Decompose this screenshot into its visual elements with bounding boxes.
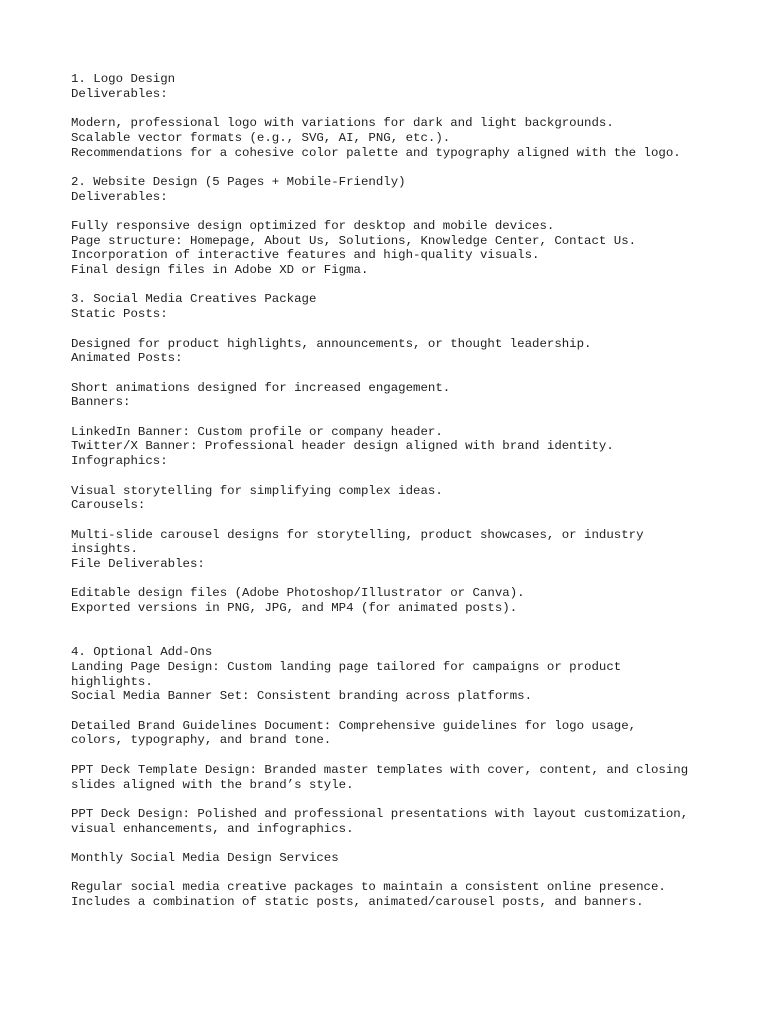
subheading-deliverables: Deliverables: — [71, 86, 168, 101]
text-line: Multi-slide carousel designs for storytelling, product showcases, or industry — [71, 527, 644, 542]
text-line: highlights. — [71, 674, 153, 689]
spacer — [71, 792, 711, 807]
spacer — [71, 704, 711, 719]
heading-optional-add-ons: 4. Optional Add-Ons — [71, 645, 213, 660]
text-line: Recommendations for a cohesive color palette and typography aligned with the logo. — [71, 145, 681, 160]
spacer — [71, 513, 711, 528]
text-line: LinkedIn Banner: Custom profile or company header. — [71, 424, 443, 439]
text-line: PPT Deck Template Design: Branded master templates with cover, content, and closing — [71, 762, 689, 777]
subheading-monthly-social-media: Monthly Social Media Design Services — [71, 851, 339, 866]
spacer — [71, 278, 711, 293]
text-line: Short animations designed for increased engagement. — [71, 380, 451, 395]
spacer — [71, 366, 711, 381]
spacer — [71, 836, 711, 851]
spacer — [71, 866, 711, 881]
spacer — [71, 101, 711, 116]
text-line: Final design files in Adobe XD or Figma. — [71, 263, 369, 278]
spacer — [71, 160, 711, 175]
text-line: insights. — [71, 542, 138, 557]
text-line: Modern, professional logo with variations for dark and light backgrounds. — [71, 116, 614, 131]
text-line: Social Media Banner Set: Consistent branding across platforms. — [71, 689, 533, 704]
subheading-animated-posts: Animated Posts: — [71, 351, 183, 366]
spacer — [71, 410, 711, 425]
text-line: Visual storytelling for simplifying complex ideas. — [71, 483, 443, 498]
subheading-file-deliverables: File Deliverables: — [71, 557, 205, 572]
text-line: Detailed Brand Guidelines Document: Comprehensive guidelines for logo usage, — [71, 718, 637, 733]
text-line: Designed for product highlights, announcements, or thought leadership. — [71, 336, 592, 351]
spacer — [71, 572, 711, 587]
text-line: visual enhancements, and infographics. — [71, 821, 354, 836]
heading-website-design: 2. Website Design (5 Pages + Mobile-Friendly) — [71, 174, 406, 189]
text-line: Incorporation of interactive features and high-quality visuals. — [71, 248, 540, 263]
subheading-static-posts: Static Posts: — [71, 307, 168, 322]
text-line: Exported versions in PNG, JPG, and MP4 (for animated posts). — [71, 601, 518, 616]
text-line: Landing Page Design: Custom landing page tailored for campaigns or product — [71, 659, 622, 674]
subheading-deliverables: Deliverables: — [71, 189, 168, 204]
subheading-banners: Banners: — [71, 395, 131, 410]
spacer — [71, 469, 711, 484]
spacer — [71, 616, 711, 631]
text-line: Twitter/X Banner: Professional header design aligned with brand identity. — [71, 439, 614, 454]
text-line: Scalable vector formats (e.g., SVG, AI, PNG, etc.). — [71, 130, 451, 145]
spacer — [71, 631, 711, 646]
document-page — [71, 72, 711, 910]
text-line: Editable design files (Adobe Photoshop/Illustrator or Canva). — [71, 586, 525, 601]
subheading-infographics: Infographics: — [71, 454, 168, 469]
text-line: PPT Deck Design: Polished and professional presentations with layout customization, — [71, 806, 689, 821]
subheading-carousels: Carousels: — [71, 498, 146, 513]
text-line: slides aligned with the brand’s style. — [71, 777, 354, 792]
spacer — [71, 748, 711, 763]
spacer — [71, 322, 711, 337]
text-line: colors, typography, and brand tone. — [71, 733, 332, 748]
text-line: Regular social media creative packages to maintain a consistent online presence. — [71, 880, 666, 895]
spacer — [71, 204, 711, 219]
heading-social-media-creatives: 3. Social Media Creatives Package — [71, 292, 317, 307]
text-line: Page structure: Homepage, About Us, Solutions, Knowledge Center, Contact Us. — [71, 233, 637, 248]
text-line: Includes a combination of static posts, animated/carousel posts, and banners. — [71, 895, 644, 910]
heading-logo-design: 1. Logo Design — [71, 72, 176, 86]
text-line: Fully responsive design optimized for desktop and mobile devices. — [71, 218, 555, 233]
